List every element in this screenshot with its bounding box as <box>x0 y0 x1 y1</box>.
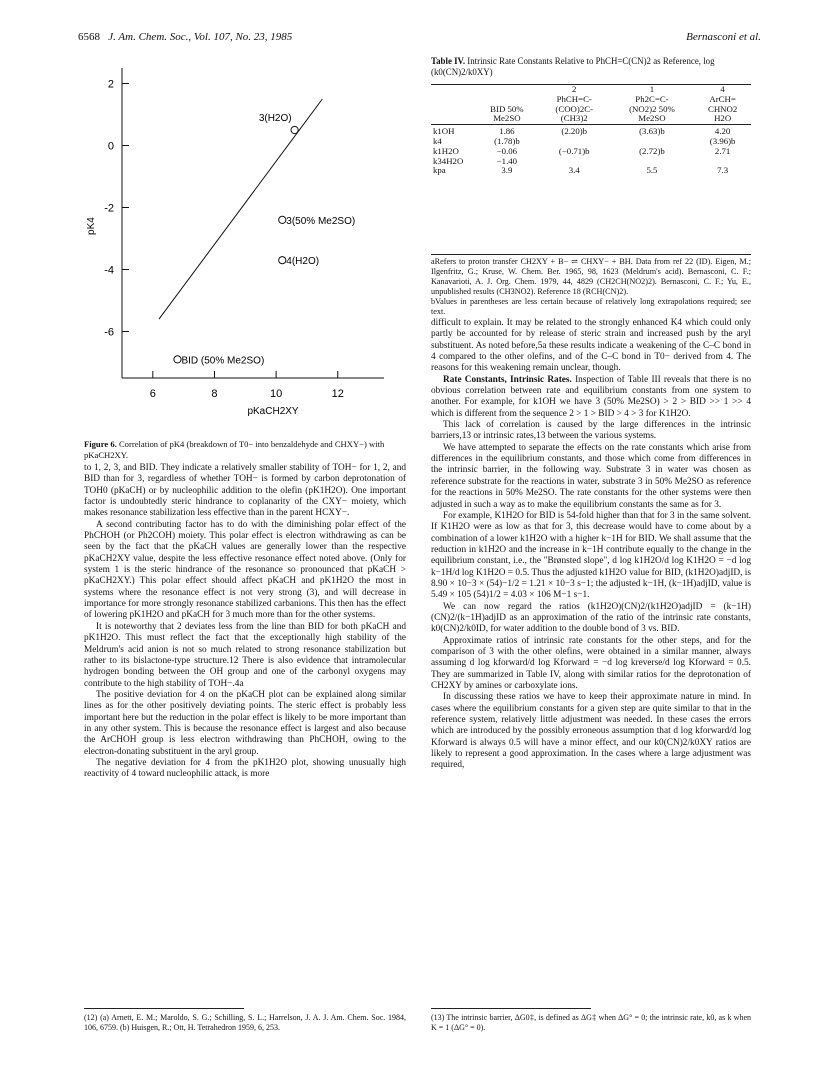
running-header-authors: Bernasconi et al. <box>686 31 761 43</box>
footnote-rule <box>431 1008 591 1009</box>
figure-6-caption <box>84 439 406 460</box>
left-paragraph: to 1, 2, 3, and BID. They indicate a relatively smaller stability of TOH− for 1, 2, and BID than for 3, regardless of whether TOH− is formed by carbon deprotonation of TOH0 (pKaCH) or by nucleophilic addition to the olefin (pK1H2O). One important factor is undoubtedly steric hindrance to coplanarity of the CXY− moiety, which makes resonance stabilization less effective than in the parent HCXY−. <box>84 463 406 519</box>
table-row <box>431 127 751 137</box>
table-row-label: kpa <box>433 165 446 176</box>
table-cell: −1.40 <box>496 155 518 166</box>
right-paragraph: We can now regard the ratios (k1H2O)(CN)2/(k1H2O)adjID = (k−1H)(CN)2/(k−1H)adjID as an approximation of the ratio of the intrinsic rate constants, k0(CN)2/k0ID, for water addition to the double bond of 3 vs. BID. <box>431 601 751 635</box>
left-column-text <box>84 463 406 781</box>
table-col-number: 2 <box>572 84 577 94</box>
table-col-head <box>431 95 475 105</box>
table-col-head: H2O <box>714 113 732 124</box>
table-row-label: k4 <box>433 135 442 146</box>
table-col-head: ArCH= <box>709 93 736 104</box>
table-row-label: k1OH <box>433 126 455 137</box>
y-tick-label: -2 <box>104 202 114 215</box>
table-col-head: (NO2)2 50% <box>629 103 675 114</box>
data-point-label: 4(H2O) <box>286 256 320 268</box>
y-tick-label: -6 <box>104 326 114 339</box>
journal-citation: J. Am. Chem. Soc., Vol. 107, No. 23, 1985 <box>108 31 293 43</box>
y-tick-label: -4 <box>104 264 114 277</box>
right-paragraph: This lack of correlation is caused by the large differences in the intrinsic barriers,13 or intrinsic rates,13 between the various systems. <box>431 420 751 442</box>
right-paragraph: We have attempted to separate the effects on the rate constants which arise from differences in the equilibrium constants, and those which come from differences in the intrinsic barrier, in the following way. Substrate 3 in water was chosen as reference substrate for the reactions in water, substrate 3 in 50% Me2SO as reference for the reactions in 50% Me2SO. The rate constants for the other systems were then adjusted in such a way as to make the equilibrium constants the same as for 3. <box>431 442 751 510</box>
table-col-head: (CH3)2 <box>560 113 588 124</box>
left-paragraph: A second contributing factor has to do with the diminishing polar effect of the PhCHOH (or Ph2COH) moiety. This polar effect is electron withdrawing as can be seen by the fact that the pKaCH values are generally lower than the respective pKaCH2XY value, despite the less effective resonance effect noted above. (Only for system 1 is the steric hindrance of the resonance so pronounced that pKaCH > pKaCH2XY.) This polar effect should affect pKaCH and pK1H2O the most in systems where the resonance effect is not very strong (3), and will decrease in importance for more strongly resonance stabilized carbanions. This then has the effect of lowering pK1H2O and pKaCH for 3 much more than for the other systems. <box>84 519 406 621</box>
right-paragraph: In discussing these ratios we have to keep their approximate nature in mind. In cases where the equilibrium constants for a given step are quite similar to that in the reference system, relatively little adjustment was needed. In these cases the errors which are introduced by the possibly erroneous assumption that d log kforward/d log Kforward is always 0.5 will have a minor effect, and our k0(CN)2/k0XY ratios are likely to represent a good approximation. In the cases where a large adjustment was required, <box>431 692 751 771</box>
page-number: 6568 <box>78 31 100 43</box>
data-point-label: 3(H2O) <box>258 113 292 124</box>
y-tick-label: 2 <box>107 78 114 91</box>
x-tick-label: 8 <box>211 388 218 400</box>
figure-6-label: Figure 6. <box>84 439 117 449</box>
table-row <box>431 147 751 157</box>
table-col-head: (COO)2C- <box>555 103 594 114</box>
table-row <box>431 166 751 176</box>
figure-6-plot <box>84 56 404 436</box>
table-col-head: PhCH=C- <box>556 93 592 104</box>
right-paragraph: Approximate ratios of intrinsic rate constants for the other steps, and for the comparison of 3 with the other olefins, were obtained in a similar manner, always assuming d log kforward/d log Kforward = −d log kreverse/d log Kforward = 0.5. They are summarized in Table IV, along with similar ratios for the deprotonation of CH2XY by amines or carboxylate ions. <box>431 635 751 691</box>
table-col-head: Me2SO <box>638 113 666 124</box>
data-point <box>279 216 286 223</box>
left-paragraph: It is noteworthy that 2 deviates less from the line than BID for both pKaCH and pK1H2O. This must reflect the fact that the exceptionally high stability of the Meldrum's acid anion is not so much related to strong resonance stabilization but rather to its bislactone-type structure.12 There is also evidence that intramolecular hydrogen bonding between the OH group and one of the carbonyl oxygens may contribute to the high stability of TOH−.4a <box>84 621 406 689</box>
x-axis-label: pKaCH2XY <box>247 406 299 417</box>
data-point <box>174 356 181 363</box>
x-tick-label: 6 <box>149 388 156 400</box>
table-row <box>431 137 751 147</box>
table-cell: (2.72)b <box>639 145 665 156</box>
table-row <box>431 157 751 167</box>
x-tick-label: 12 <box>331 388 344 400</box>
y-tick-label: 0 <box>107 140 114 153</box>
table-4 <box>431 85 751 176</box>
table-col-number <box>475 85 539 95</box>
table-cell: 2.71 <box>714 145 731 156</box>
x-tick-label: 10 <box>269 388 283 400</box>
table-bottom-rule <box>431 254 751 255</box>
table-footnote-a: aRefers to proton transfer CH2XY + B− ⇌ CHXY− + BH. Data from ref 22 (ID). Eigen, M.; Ilgenfritz, G.; Kruse, W. Chem. Ber. 1965, 98, 1623 (Meldrum's acid). Bernasconi, C. F.; Kanavarioti, A. J. Org. Chem. 1979, 44, 4829 (CH2CH(NO2)2). Bernasconi, C. F.; Yu, E., unpublished results (CH3NO2). Reference 18 (RCH(CN)2). <box>431 257 751 296</box>
data-point <box>291 126 298 133</box>
left-paragraph: The negative deviation for 4 from the pK1H2O plot, showing unusually high reactivity of 4 toward nucleophilic attack, is more <box>84 757 406 780</box>
table-cell: 1.86 <box>499 126 515 137</box>
data-point-label: 3(50% Me2SO) <box>286 215 356 227</box>
table-4-title <box>431 56 751 78</box>
figure-6-caption-text: Correlation of pK4 (breakdown of T0− into benzaldehyde and CHXY−) with pKaCH2XY. <box>84 439 385 460</box>
right-paragraph: difficult to explain. It may be related to the strongly enhanced K4 which could only partly be accounted for by release of steric strain and increased push by the aryl substituent. As noted before,5a these results indicate a weakening of the C–C bond in 4 compared to the other olefins, and of the C–C bond in T0− derived from 4. The reasons for this weakening remain unclear, though. <box>431 318 751 374</box>
table-row-label: k1H2O <box>433 145 459 156</box>
table-cell: 4.20 <box>714 126 731 137</box>
right-paragraph: For example, K1H2O for BID is 54-fold higher than that for 3 in the same solvent. If K1H2O were as low as that for 3, this decrease would have to come about by a combination of a lower k1H2O with a higher k−1H for BID. We shall assume that the reduction in k1H2O and the increase in k−1H contribute equally to the change in the equilibrium constant, i.e., the "Brønsted slope", d log k1H2O/d log K1H2O = −d log k−1H/d log K1H2O = 0.5. Thus the adjusted k1H2O value for BID, (k1H2O)adjID, is 8.90 × 10−3 × (54)−1/2 = 1.21 × 10−3 s−1; the adjusted k−1H, (k−1H)adjID, value is 5.49 × 105 (54)1/2 = 4.03 × 106 M−1 s−1. <box>431 510 751 601</box>
footnote-12: (12) (a) Arnett, E. M.; Maroldo, S. G.; Schilling, S. L.; Harrelson, J. A. J. Am. Chem. Soc. 1984, 106, 6759. (b) Huisgen, R.; Ott, H. Tetrahedron 1959, 6, 253. <box>84 1013 406 1032</box>
table-col-number <box>431 85 475 95</box>
data-point <box>279 257 286 264</box>
data-point-label: BID (50% Me2SO) <box>181 355 265 367</box>
right-paragraph: Inspection of Table III reveals that there is no obvious correlation between rate and equilibrium constants from one system to another. For example, for k1OH we have 3 (50% Me2SO) > 2 > BID >> 1 >> 4 which is different from the sequence 2 > 1 > BID > 4 > 3 for K1H2O. <box>431 374 751 419</box>
table-cell: (−0.71)b <box>558 145 590 156</box>
table-cell: (3.96)b <box>709 135 736 146</box>
table-col-number: 1 <box>649 84 655 94</box>
table-col-head <box>431 105 475 115</box>
table-col-head: BID 50% <box>490 103 524 114</box>
y-axis-label: pK4 <box>86 217 97 235</box>
table-4-footnotes <box>431 257 751 316</box>
table-col-head: Me2SO <box>493 113 521 124</box>
table-footnote-b: bValues in parentheses are less certain because of relatively long extrapolations required; see text. <box>431 296 751 316</box>
table-cell: 5.5 <box>646 165 658 176</box>
left-paragraph: The positive deviation for 4 on the pKaCH plot can be explained along similar lines as for the other positively deviating points. The steric effect is probably less important here but the reduction in the polar effect is likely to be more important than in any other system. This is because the resonance effect is largest and also because the ArCHOH group is less electron withdrawing than PhCHOH, owing to the electron-donating substituent in the aryl group. <box>84 689 406 757</box>
footnote-rule <box>84 1008 244 1009</box>
right-column-text <box>431 318 751 772</box>
table-col-number: 4 <box>720 84 725 94</box>
table-cell: (3.63)b <box>639 126 665 137</box>
table-cell: 3.9 <box>501 165 513 176</box>
table-cell: (1.78)b <box>494 135 520 146</box>
running-header-left <box>78 31 292 43</box>
footnote-13: (13) The intrinsic barrier, ΔG0‡, is defined as ΔG‡ when ΔG° = 0; the intrinsic rate, k0, as k when K = 1 (ΔG° = 0). <box>431 1013 751 1032</box>
section-heading: Rate Constants, Intrinsic Rates. <box>443 374 572 385</box>
table-cell: 3.4 <box>568 165 580 176</box>
table-cell: −0.06 <box>496 145 518 156</box>
table-4-label: Table IV. <box>431 56 466 66</box>
table-col-head: CHNO2 <box>707 103 738 114</box>
table-cell: (2.20)b <box>561 126 588 137</box>
table-col-head: Ph2C=C- <box>635 93 669 104</box>
table-col-head <box>431 114 475 124</box>
table-row-label: k34H2O <box>433 155 464 166</box>
table-cell: 7.3 <box>717 165 729 176</box>
table-4-title-text: Intrinsic Rate Constants Relative to PhCH=C(CN)2 as Reference, log (k0(CN)2/k0XY) <box>431 56 715 77</box>
